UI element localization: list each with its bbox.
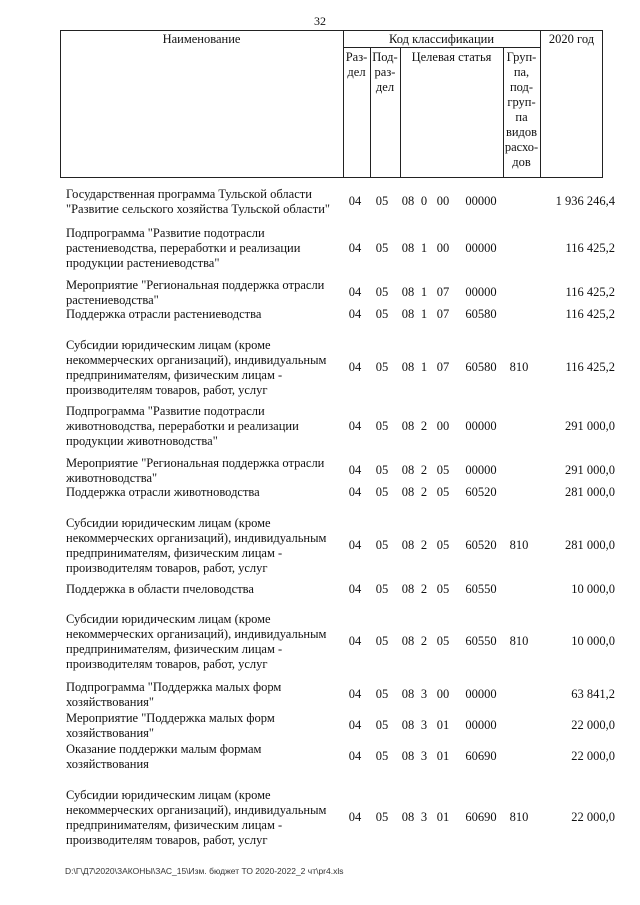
code-cs2: 2 xyxy=(420,582,428,596)
row-name-line: растениеводства" xyxy=(66,293,159,307)
code-podrazdel: 05 xyxy=(375,360,389,374)
row-name-line: производителям товаров, работ, услуг xyxy=(66,561,268,575)
code-cs4: 00000 xyxy=(465,285,497,299)
row-amount: 281 000,0 xyxy=(565,538,615,552)
code-podrazdel: 05 xyxy=(375,634,389,648)
code-cs1: 08 xyxy=(401,749,415,763)
row-name xyxy=(66,278,346,308)
row-name xyxy=(66,680,346,710)
code-cs4: 00000 xyxy=(465,241,497,255)
row-name-line: Подпрограмма "Поддержка малых форм xyxy=(66,680,282,694)
code-razdel: 04 xyxy=(348,285,362,299)
row-name-line: Подпрограмма "Развитие подотрасли xyxy=(66,404,265,418)
row-amount: 116 425,2 xyxy=(565,360,615,374)
code-cs3: 05 xyxy=(436,582,450,596)
code-podrazdel: 05 xyxy=(375,307,389,321)
code-vr: 810 xyxy=(509,634,529,648)
code-razdel: 04 xyxy=(348,194,362,208)
row-name xyxy=(66,485,346,500)
code-cs2: 2 xyxy=(420,485,428,499)
header-divider xyxy=(540,30,541,178)
code-cs1: 08 xyxy=(401,634,415,648)
code-cs1: 08 xyxy=(401,485,415,499)
row-name-line: предпринимателям, физическим лицам - xyxy=(66,642,283,656)
code-razdel: 04 xyxy=(348,419,362,433)
row-name-line: хозяйствования" xyxy=(66,695,154,709)
row-name-line: растениеводства, переработки и реализации xyxy=(66,241,301,255)
header-section: Раз- дел xyxy=(345,50,368,79)
code-cs3: 07 xyxy=(436,307,450,321)
code-vr: 810 xyxy=(509,810,529,824)
header-subsection: Под- раз- дел xyxy=(372,50,398,94)
code-razdel: 04 xyxy=(348,718,362,732)
row-name-line: Мероприятие "Региональная поддержка отрасли xyxy=(66,278,325,292)
row-amount: 281 000,0 xyxy=(565,485,615,499)
row-name xyxy=(66,307,346,322)
row-amount: 116 425,2 xyxy=(565,285,615,299)
row-name xyxy=(66,226,346,271)
code-vr: 810 xyxy=(509,538,529,552)
row-name-line: продукции растениеводства" xyxy=(66,256,220,270)
row-name-line: животноводства, переработки и реализации xyxy=(66,419,299,433)
code-cs1: 08 xyxy=(401,360,415,374)
row-amount: 291 000,0 xyxy=(565,419,615,433)
row-name xyxy=(66,516,346,576)
code-cs2: 2 xyxy=(420,463,428,477)
code-cs3: 07 xyxy=(436,360,450,374)
header-expense-group: Груп- па, под- груп- па видов расхо- дов xyxy=(504,50,539,169)
code-cs4: 60550 xyxy=(465,582,497,596)
code-razdel: 04 xyxy=(348,538,362,552)
code-cs4: 60520 xyxy=(465,485,497,499)
row-name-line: Оказание поддержки малым формам xyxy=(66,742,262,756)
code-cs1: 08 xyxy=(401,687,415,701)
code-cs1: 08 xyxy=(401,307,415,321)
row-amount: 116 425,2 xyxy=(565,241,615,255)
row-name xyxy=(66,404,346,449)
code-razdel: 04 xyxy=(348,687,362,701)
code-cs2: 1 xyxy=(420,285,428,299)
row-name-line: Подпрограмма "Развитие подотрасли xyxy=(66,226,265,240)
code-cs2: 3 xyxy=(420,687,428,701)
row-name-line: Поддержка отрасли животноводства xyxy=(66,485,260,499)
row-name-line: некоммерческих организаций), индивидуальным xyxy=(66,803,327,817)
row-amount: 291 000,0 xyxy=(565,463,615,477)
row-name-line: хозяйствования xyxy=(66,757,149,771)
header-name: Наименование xyxy=(162,32,241,46)
row-name-line: некоммерческих организаций), индивидуальным xyxy=(66,531,327,545)
code-cs4: 00000 xyxy=(465,687,497,701)
code-cs1: 08 xyxy=(401,194,415,208)
code-razdel: 04 xyxy=(348,307,362,321)
row-name-line: предпринимателям, физическим лицам - xyxy=(66,546,283,560)
row-name xyxy=(66,612,346,672)
code-cs2: 3 xyxy=(420,810,428,824)
header-divider xyxy=(400,47,401,178)
row-name xyxy=(66,582,346,597)
code-cs3: 05 xyxy=(436,485,450,499)
code-cs4: 60520 xyxy=(465,538,497,552)
code-podrazdel: 05 xyxy=(375,718,389,732)
row-amount: 22 000,0 xyxy=(571,749,615,763)
row-name-line: "Развитие сельского хозяйства Тульской области" xyxy=(66,202,330,216)
row-name-line: некоммерческих организаций), индивидуальным xyxy=(66,627,327,641)
code-podrazdel: 05 xyxy=(375,810,389,824)
row-name-line: производителям товаров, работ, услуг xyxy=(66,383,268,397)
row-name-line: продукции животноводства" xyxy=(66,434,218,448)
code-cs2: 3 xyxy=(420,718,428,732)
row-name-line: предпринимателям, физическим лицам - xyxy=(66,818,283,832)
row-name-line: Поддержка отрасли растениеводства xyxy=(66,307,262,321)
code-cs4: 60690 xyxy=(465,749,497,763)
header-target-article: Целевая статья xyxy=(411,50,492,64)
row-name-line: Поддержка в области пчеловодства xyxy=(66,582,254,596)
code-cs3: 07 xyxy=(436,285,450,299)
code-podrazdel: 05 xyxy=(375,749,389,763)
code-cs1: 08 xyxy=(401,463,415,477)
row-name-line: хозяйствования" xyxy=(66,726,154,740)
code-podrazdel: 05 xyxy=(375,687,389,701)
row-name xyxy=(66,456,346,486)
code-cs2: 3 xyxy=(420,749,428,763)
code-cs3: 01 xyxy=(436,749,450,763)
code-cs2: 2 xyxy=(420,419,428,433)
code-cs2: 1 xyxy=(420,360,428,374)
code-podrazdel: 05 xyxy=(375,485,389,499)
code-cs2: 1 xyxy=(420,307,428,321)
row-name-line: животноводства" xyxy=(66,471,158,485)
code-cs2: 0 xyxy=(420,194,428,208)
row-name xyxy=(66,711,346,741)
code-cs2: 1 xyxy=(420,241,428,255)
code-cs1: 08 xyxy=(401,241,415,255)
code-cs2: 2 xyxy=(420,538,428,552)
code-razdel: 04 xyxy=(348,360,362,374)
code-cs3: 00 xyxy=(436,194,450,208)
header-code-group: Код классификации xyxy=(388,32,495,46)
code-cs4: 00000 xyxy=(465,718,497,732)
header-divider xyxy=(343,47,540,48)
row-name xyxy=(66,187,346,217)
row-name-line: Мероприятие "Поддержка малых форм xyxy=(66,711,275,725)
row-name-line: Субсидии юридическим лицам (кроме xyxy=(66,338,271,352)
code-cs1: 08 xyxy=(401,285,415,299)
code-cs1: 08 xyxy=(401,419,415,433)
code-cs1: 08 xyxy=(401,718,415,732)
code-cs4: 00000 xyxy=(465,419,497,433)
code-cs4: 60550 xyxy=(465,634,497,648)
code-vr: 810 xyxy=(509,360,529,374)
code-razdel: 04 xyxy=(348,485,362,499)
row-amount: 10 000,0 xyxy=(571,582,615,596)
code-cs4: 60690 xyxy=(465,810,497,824)
code-cs4: 60580 xyxy=(465,307,497,321)
code-podrazdel: 05 xyxy=(375,582,389,596)
row-name-line: Субсидии юридическим лицам (кроме xyxy=(66,788,271,802)
code-cs4: 00000 xyxy=(465,463,497,477)
code-razdel: 04 xyxy=(348,749,362,763)
code-razdel: 04 xyxy=(348,810,362,824)
code-cs2: 2 xyxy=(420,634,428,648)
code-podrazdel: 05 xyxy=(375,463,389,477)
row-name xyxy=(66,742,346,772)
code-razdel: 04 xyxy=(348,241,362,255)
code-cs3: 05 xyxy=(436,634,450,648)
row-amount: 22 000,0 xyxy=(571,810,615,824)
code-podrazdel: 05 xyxy=(375,285,389,299)
code-cs3: 05 xyxy=(436,463,450,477)
code-cs4: 00000 xyxy=(465,194,497,208)
row-name-line: Государственная программа Тульской области xyxy=(66,187,312,201)
code-razdel: 04 xyxy=(348,634,362,648)
row-name xyxy=(66,788,346,848)
code-cs1: 08 xyxy=(401,810,415,824)
row-amount: 10 000,0 xyxy=(571,634,615,648)
code-cs1: 08 xyxy=(401,582,415,596)
row-amount: 63 841,2 xyxy=(571,687,615,701)
code-cs1: 08 xyxy=(401,538,415,552)
row-name-line: Мероприятие "Региональная поддержка отрасли xyxy=(66,456,325,470)
code-podrazdel: 05 xyxy=(375,241,389,255)
page-number: 32 xyxy=(314,14,326,28)
code-razdel: 04 xyxy=(348,582,362,596)
row-amount: 1 936 246,4 xyxy=(555,194,615,208)
code-razdel: 04 xyxy=(348,463,362,477)
header-year: 2020 год xyxy=(548,32,595,46)
row-amount: 22 000,0 xyxy=(571,718,615,732)
code-cs3: 05 xyxy=(436,538,450,552)
row-name-line: Субсидии юридическим лицам (кроме xyxy=(66,516,271,530)
row-name-line: производителям товаров, работ, услуг xyxy=(66,833,268,847)
code-cs4: 60580 xyxy=(465,360,497,374)
code-podrazdel: 05 xyxy=(375,194,389,208)
row-name-line: предпринимателям, физическим лицам - xyxy=(66,368,283,382)
code-cs3: 00 xyxy=(436,687,450,701)
row-name-line: производителям товаров, работ, услуг xyxy=(66,657,268,671)
code-cs3: 00 xyxy=(436,241,450,255)
file-path-footer: D:\Г\Д7\2020\ЗАКОНЫ\ЗАС_15\Изм. бюджет ТО 2020-2022_2 чт\pr4.xls xyxy=(65,866,344,876)
code-cs3: 01 xyxy=(436,718,450,732)
code-podrazdel: 05 xyxy=(375,538,389,552)
row-name-line: некоммерческих организаций), индивидуальным xyxy=(66,353,327,367)
row-amount: 116 425,2 xyxy=(565,307,615,321)
code-cs3: 00 xyxy=(436,419,450,433)
row-name xyxy=(66,338,346,398)
row-name-line: Субсидии юридическим лицам (кроме xyxy=(66,612,271,626)
code-podrazdel: 05 xyxy=(375,419,389,433)
code-cs3: 01 xyxy=(436,810,450,824)
